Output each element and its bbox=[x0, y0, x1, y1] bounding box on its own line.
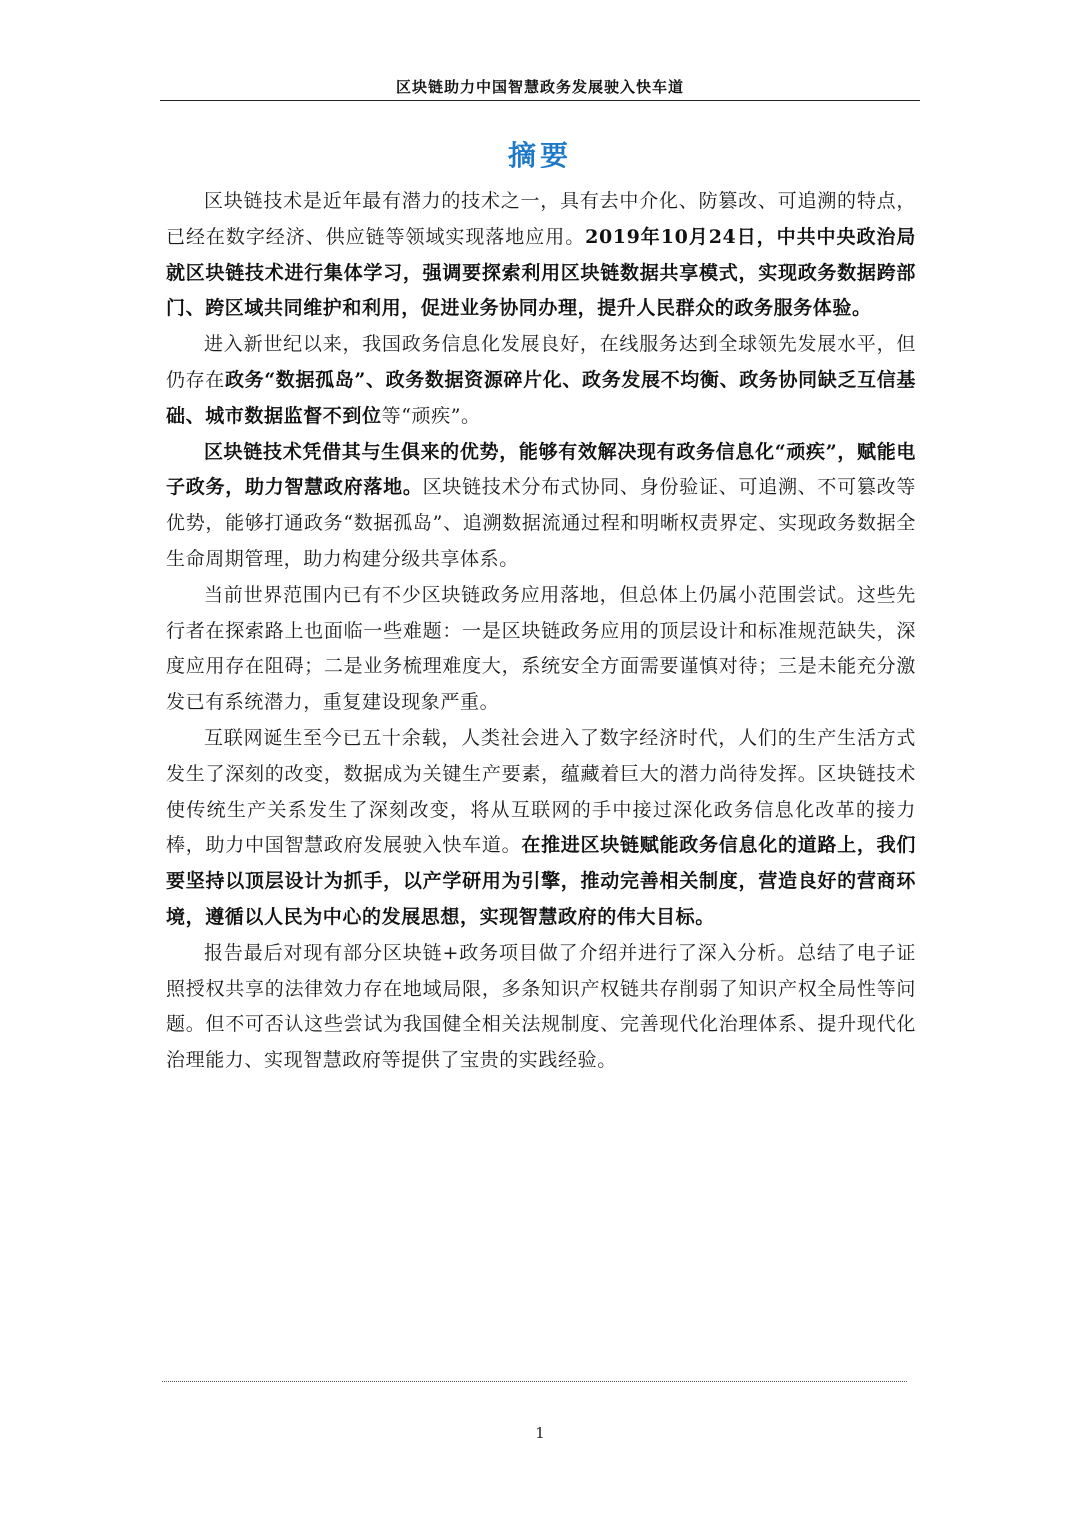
paragraph bbox=[166, 936, 916, 1079]
paragraph-text: 报告最后对现有部分区块链+政务项目做了介绍并进行了深入分析。总结了电子证照授权共享的法律效力存在地域局限，多条知识产权链共存削弱了知识产权全局性等问题。但不可否认这些尝试为我国健全相关法规制度、完善现代化治理体系、提升现代化治理能力、实现智慧政府等提供了宝贵的实践经验。 bbox=[166, 941, 916, 1072]
header-divider bbox=[160, 100, 920, 101]
paragraph bbox=[166, 327, 916, 434]
paragraph-emphasis: 2019年10月24日，中共中央政治局就区块链技术进行集体学习，强调要探索利用区块链数据共享模式，实现政务数据跨部门、跨区域共同维护和利用，促进业务协同办理，提升人民群众的政务服务体验。 bbox=[166, 225, 916, 320]
abstract-body bbox=[166, 184, 916, 1079]
footer-divider bbox=[162, 1381, 907, 1382]
paragraph-text: 进入新世纪以来，我国政务信息化发展良好，在线服务达到全球领先发展水平，但仍存在 bbox=[166, 333, 916, 391]
paragraph-emphasis: 政务“数据孤岛”、政务数据资源碎片化、政务发展不均衡、政务协同缺乏互信基础、城市数据监督不到位 bbox=[166, 368, 916, 427]
paragraph-text: 等“顽疾”。 bbox=[381, 404, 481, 427]
paragraph bbox=[166, 578, 916, 721]
paragraph-text: 区块链技术是近年最有潜力的技术之一，具有去中介化、防篡改、可追溯的特点，已经在数字经济、供应链等领域实现落地应用。 bbox=[166, 190, 916, 248]
paragraph-text: 当前世界范围内已有不少区块链政务应用落地，但总体上仍属小范围尝试。这些先行者在探索路上也面临一些难题：一是区块链政务应用的顶层设计和标准规范缺失，深度应用存在阻碍；二是业务梳理难度大，系统安全方面需要谨慎对待；三是未能充分激发已有系统潜力，重复建设现象严重。 bbox=[166, 583, 916, 714]
running-header: 区块链助力中国智慧政务发展驶入快车道 bbox=[395, 78, 684, 96]
paragraph-text: 区块链技术分布式协同、身份验证、可追溯、不可篡改等优势，能够打通政务“数据孤岛”、追溯数据流通过程和明晰权责界定、实现政务数据全生命周期管理，助力构建分级共享体系。 bbox=[166, 476, 916, 570]
page-title: 摘要 bbox=[507, 139, 572, 172]
paragraph-emphasis: 在推进区块链赋能政务信息化的道路上，我们要坚持以顶层设计为抓手，以产学研用为引擎，推动完善相关制度，营造良好的营商环境，遵循以人民为中心的发展思想，实现智慧政府的伟大目标。 bbox=[166, 834, 916, 928]
paragraph bbox=[166, 721, 916, 936]
paragraph-text: 互联网诞生至今已五十余载，人类社会进入了数字经济时代，人们的生产生活方式发生了深刻的改变，数据成为关键生产要素，蕴藏着巨大的潜力尚待发挥。区块链技术使传统生产关系发生了深刻改变，将从互联网的手中接过深化政务信息化改革的接力棒，助力中国智慧政府发展驶入快车道。 bbox=[166, 726, 916, 857]
paragraph-emphasis: 区块链技术凭借其与生俱来的优势，能够有效解决现有政务信息化“顽疾”，赋能电子政务，助力智慧政府落地。 bbox=[166, 440, 916, 499]
paragraph bbox=[166, 435, 916, 578]
paragraph bbox=[166, 184, 916, 327]
page-number: 1 bbox=[535, 1424, 545, 1442]
